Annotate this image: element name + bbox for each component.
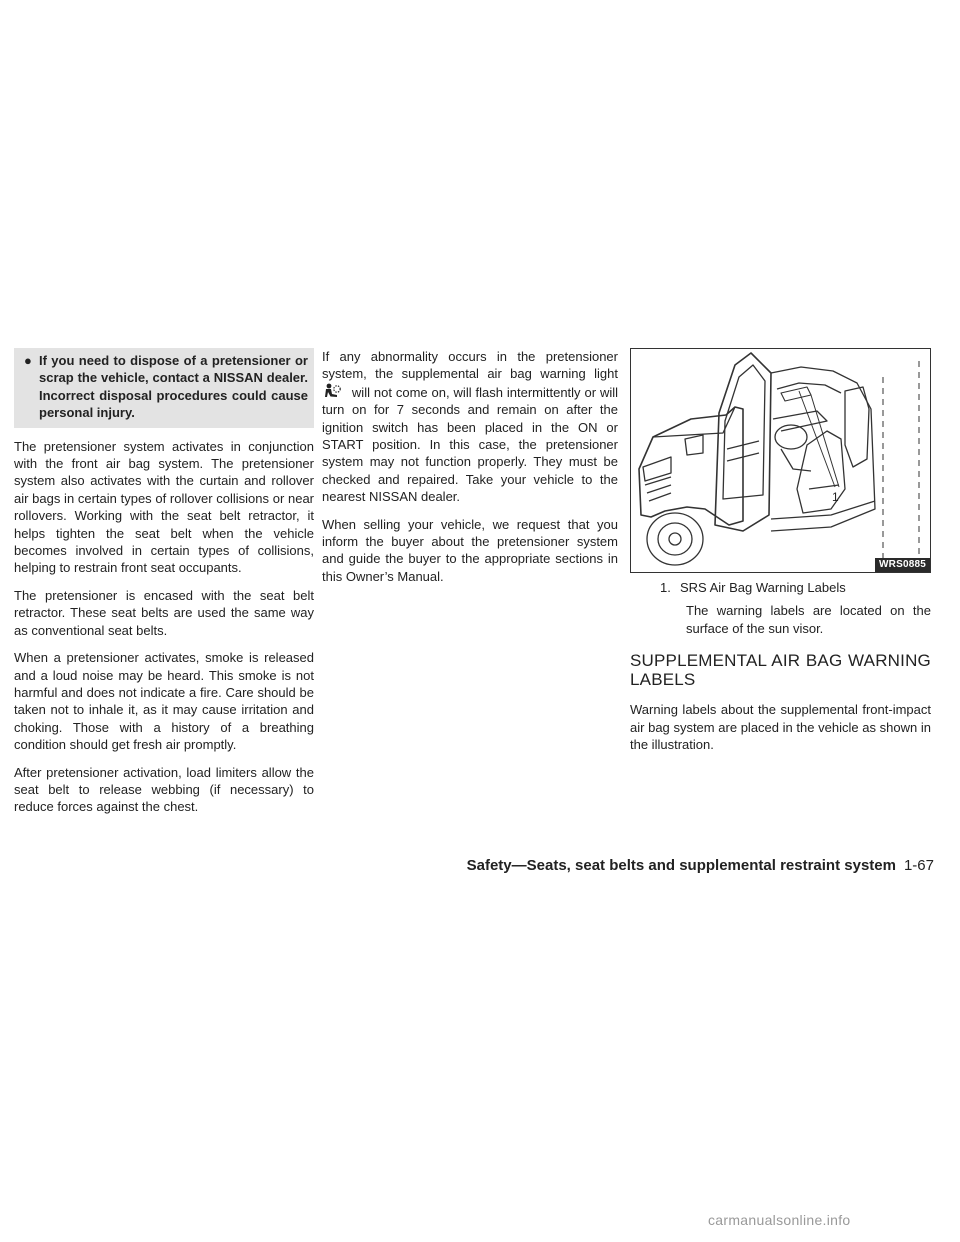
figure-callout-number: 1 — [832, 490, 839, 504]
footer-section-title: Safety—Seats, seat belts and supplemental restraint system — [466, 857, 896, 874]
truck-door-illustration — [631, 349, 931, 573]
warning-bullet: ● — [24, 353, 32, 368]
paragraph-pretensioner-encased: The pretensioner is encased with the seat belt retractor. These seat belts are used the same way as conventional seat belts. — [14, 587, 314, 638]
page-footer — [467, 857, 934, 874]
paragraph-selling-vehicle: When selling your vehicle, we request that you inform the buyer about the pretensioner system and guide the buyer to the appropriate sections in this Owner’s Manual. — [322, 516, 618, 584]
section-body: Warning labels about the supplemental front-impact air bag system are placed in the vehicle as shown in the illustration. — [630, 702, 931, 753]
column-middle — [322, 348, 618, 595]
abnormality-text-start: If any abnormality occurs in the pretensioner system, the supplemental air bag warning light — [322, 349, 618, 382]
page-number: 1-67 — [903, 857, 934, 874]
airbag-warning-light-icon — [322, 383, 344, 399]
warning-text: If you need to dispose of a pretensioner or scrap the vehicle, contact a NISSAN dealer. Incorrect disposal procedures could cause personal injury. — [39, 353, 308, 421]
paragraph-pretensioner-activation: The pretensioner system activates in conjunction with the front air bag system. The pretensioner system also activates with the curtain and rollover air bags in certain types of rollover collisions or near rollovers. Working with the seat belt retractor, it helps tighten the seat belt when the vehicle becomes involved in certain types of collisions, helping to restrain front seat occupants. — [14, 438, 314, 576]
paragraph-smoke-warning: When a pretensioner activates, smoke is released and a loud noise may be heard. This smoke is not harmful and does not indicate a fire. Care should be taken not to inhale it, as it may cause irritation and choking. Those with a history of a breathing condition should get fresh air promptly. — [14, 650, 314, 753]
watermark-text: carmanualsonline.info — [708, 1212, 851, 1228]
figure-code-label: WRS0885 — [875, 558, 930, 572]
column-left — [14, 348, 314, 826]
warning-box — [14, 348, 314, 428]
caption-item — [630, 579, 931, 596]
paragraph-abnormality — [322, 348, 618, 506]
figure-caption — [630, 579, 931, 637]
paragraph-load-limiters: After pretensioner activation, load limiters allow the seat belt to release webbing (if necessary) to reduce forces against the chest. — [14, 764, 314, 815]
figure-warning-labels — [630, 348, 931, 573]
caption-label: SRS Air Bag Warning Labels — [680, 580, 846, 595]
caption-detail: The warning labels are located on the surface of the sun visor. — [686, 603, 931, 636]
column-right — [630, 348, 931, 763]
caption-number: 1. — [660, 580, 671, 595]
section-title: SUPPLEMENTAL AIR BAG WARNING LABELS — [630, 651, 931, 690]
abnormality-text-end: will not come on, will flash intermittently or will turn on for 7 seconds and remain on after the ignition switch has been placed in the ON or START position. In this case, the pretensioner system may not function properly. They must be checked and repaired. Take your vehicle to the nearest NISSAN dealer. — [322, 384, 618, 505]
